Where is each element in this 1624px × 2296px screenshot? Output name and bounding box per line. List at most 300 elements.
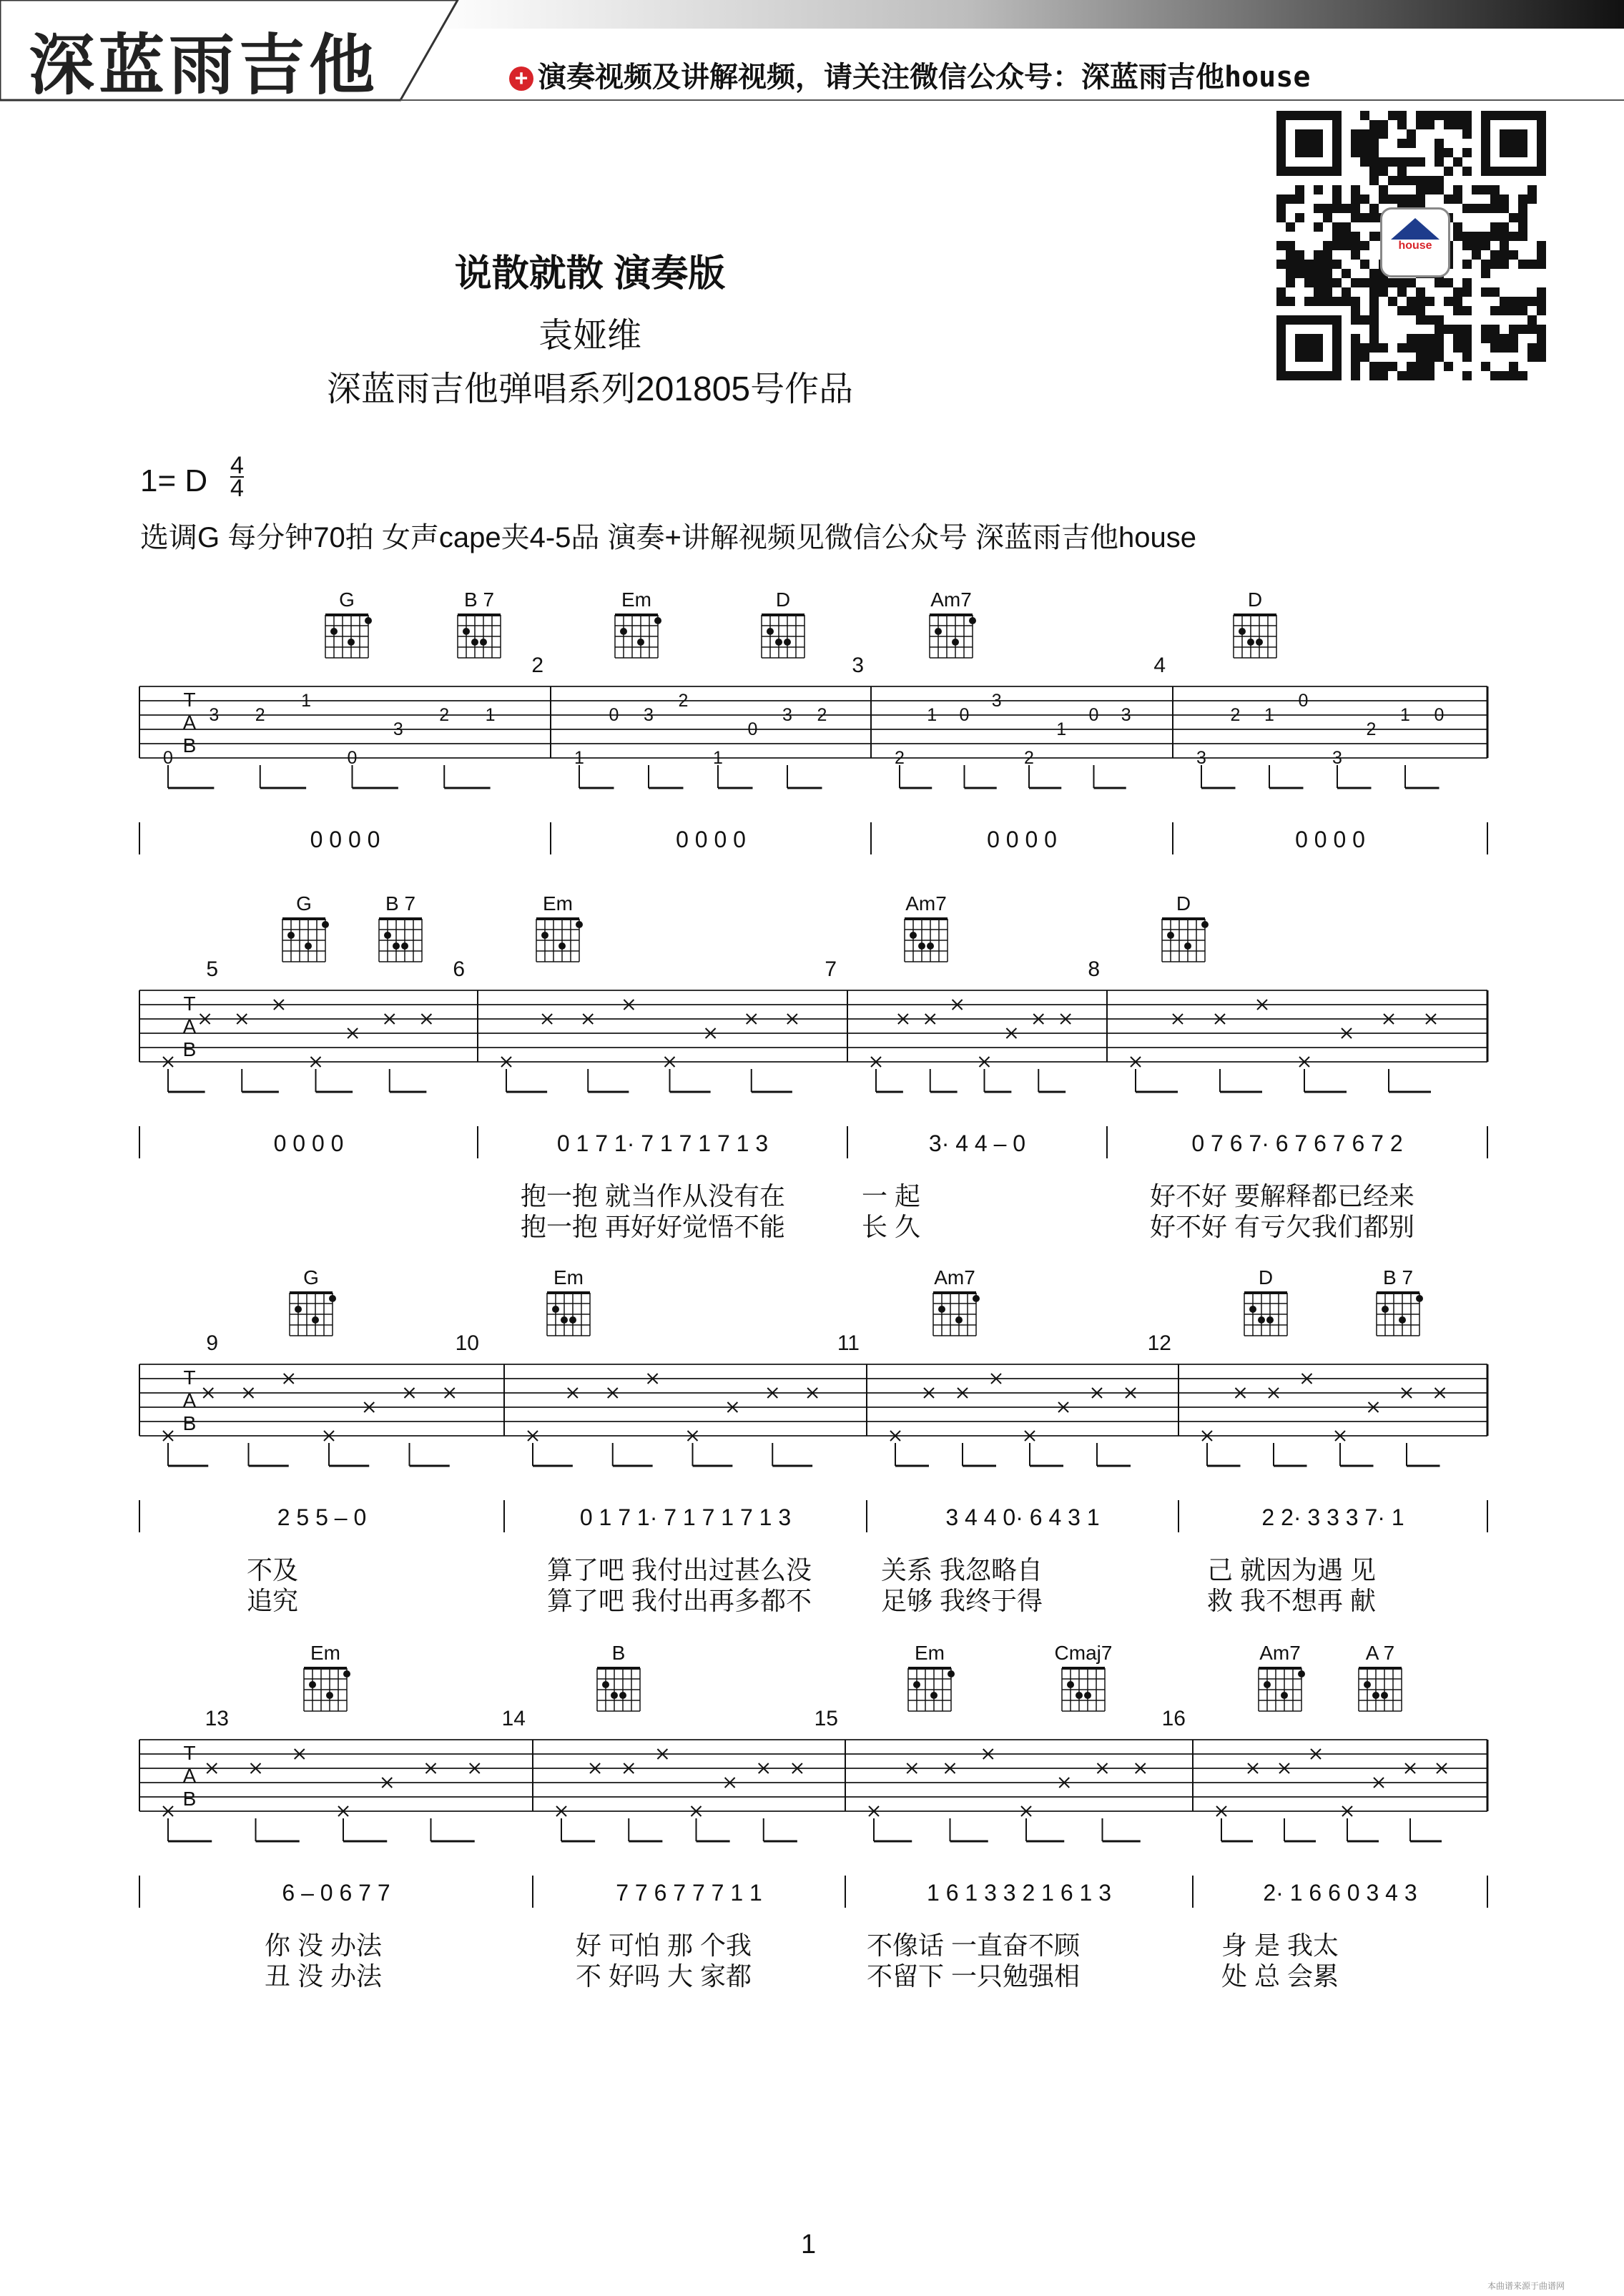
- qr-module: [1379, 157, 1388, 167]
- house-icon: [1391, 218, 1440, 240]
- qr-module: [1434, 176, 1444, 185]
- tab-x-note: [1311, 1749, 1321, 1759]
- tab-x-note: [1374, 1778, 1384, 1788]
- qr-module: [1276, 194, 1286, 204]
- qr-module: [1481, 269, 1490, 278]
- numbered-notation: 2· 1 6 6 0 3 4 3: [1263, 1880, 1417, 1906]
- qr-module: [1369, 362, 1379, 371]
- tab-x-note: [980, 1057, 990, 1067]
- tab-x-note: [1257, 1000, 1267, 1010]
- chord-finger-dot: [1184, 942, 1191, 950]
- measure-number: 5: [206, 957, 218, 981]
- tab-clef-letter: B: [182, 734, 197, 757]
- qr-module: [1369, 315, 1379, 325]
- chord-name: Em: [553, 1266, 584, 1289]
- qr-module: [1462, 325, 1472, 334]
- chord-finger-dot: [1264, 1681, 1271, 1688]
- qr-module: [1407, 139, 1416, 148]
- qr-module: [1295, 250, 1304, 260]
- qr-module: [1434, 315, 1444, 325]
- qr-module: [1527, 325, 1537, 334]
- tab-x-note: [657, 1749, 667, 1759]
- measure-number: 8: [1088, 957, 1100, 981]
- chord-finger-dot: [312, 1316, 319, 1324]
- qr-module: [1500, 194, 1509, 204]
- chord-finger-dot: [1382, 1306, 1389, 1313]
- qr-module: [1397, 176, 1407, 185]
- qr-module: [1360, 157, 1369, 167]
- lyric-line-1: 己 就因为遇 见: [1207, 1555, 1377, 1585]
- qr-module: [1351, 129, 1360, 139]
- lyric-line-1: 一 起: [862, 1181, 921, 1211]
- lyric-line-2: 丑 没 办法: [265, 1961, 383, 1991]
- tab-x-note: [405, 1388, 415, 1398]
- qr-badge: [1380, 207, 1450, 277]
- qr-module: [1462, 241, 1472, 250]
- qr-module: [1379, 185, 1388, 194]
- qr-module: [1425, 362, 1434, 371]
- measure-number: 3: [852, 654, 864, 677]
- qr-module: [1323, 260, 1332, 269]
- lyric-line-1: 身 是 我太: [1221, 1931, 1339, 1960]
- qr-module: [1444, 194, 1453, 204]
- qr-module: [1416, 343, 1425, 353]
- tab-x-note: [1006, 1028, 1016, 1038]
- qr-module: [1332, 232, 1342, 241]
- qr-module: [1472, 204, 1481, 213]
- qr-module: [1472, 241, 1481, 250]
- qr-module: [1490, 334, 1500, 343]
- tab-x-note: [1058, 1402, 1068, 1412]
- qr-module: [1425, 120, 1434, 129]
- measure-number: 10: [455, 1331, 479, 1355]
- qr-module: [1537, 260, 1546, 269]
- tab-x-note: [1426, 1014, 1436, 1024]
- qr-module: [1537, 297, 1546, 306]
- tab-x-note: [583, 1014, 593, 1024]
- numbered-notation: 0 7 6 7· 6 7 6 7 6 7 2: [1191, 1130, 1403, 1156]
- qr-module: [1490, 260, 1500, 269]
- chord-finger-dot: [948, 1670, 955, 1677]
- qr-finder: [1295, 129, 1323, 157]
- qr-module: [1407, 334, 1416, 343]
- qr-module: [1434, 139, 1444, 148]
- qr-module: [1462, 306, 1472, 315]
- tab-x-note: [1025, 1431, 1035, 1441]
- chord-name: G: [339, 588, 355, 611]
- tab-fret-number: 1: [713, 748, 723, 768]
- qr-module: [1323, 204, 1332, 213]
- qr-module: [1481, 287, 1490, 297]
- song-title: 说散就散 演奏版: [454, 253, 726, 295]
- qr-module: [1490, 222, 1500, 232]
- tab-x-note: [1033, 1014, 1043, 1024]
- tab-x-note: [426, 1763, 436, 1773]
- numbered-notation: 3 4 4 0· 6 4 3 1: [945, 1504, 1100, 1530]
- qr-module: [1351, 278, 1360, 287]
- tab-x-note: [898, 1014, 908, 1024]
- qr-module: [1453, 232, 1462, 241]
- tab-x-note: [657, 1749, 667, 1759]
- qr-module: [1314, 297, 1323, 306]
- qr-module: [1481, 185, 1490, 194]
- measure-number: 9: [206, 1331, 218, 1355]
- tab-fret-number: 2: [817, 705, 827, 725]
- qr-module: [1295, 260, 1304, 269]
- tab-x-note: [1402, 1388, 1412, 1398]
- chord-finger-dot: [969, 617, 976, 624]
- qr-module: [1509, 297, 1518, 306]
- chord-finger-dot: [1266, 1316, 1274, 1324]
- qr-module: [1500, 334, 1509, 343]
- tab-x-note: [1279, 1763, 1289, 1773]
- qr-module: [1286, 241, 1295, 250]
- tab-x-note: [274, 1000, 284, 1010]
- tab-fret-number: 3: [782, 705, 792, 725]
- qr-module: [1509, 325, 1518, 334]
- tab-x-note: [556, 1806, 566, 1816]
- chord-name: Am7: [905, 892, 947, 915]
- tab-x-note: [284, 1374, 294, 1384]
- tab-x-note: [1435, 1388, 1445, 1398]
- lyric-line-2: 足够 我终于得: [881, 1586, 1043, 1615]
- tab-x-note: [590, 1763, 600, 1773]
- qr-module: [1323, 213, 1332, 222]
- qr-module: [1360, 278, 1369, 287]
- tab-x-note: [624, 1763, 634, 1773]
- tab-x-note: [890, 1431, 900, 1441]
- qr-module: [1397, 167, 1407, 176]
- tab-x-note: [1257, 1000, 1267, 1010]
- chord-finger-dot: [930, 1692, 938, 1699]
- qr-module: [1388, 362, 1397, 371]
- qr-module: [1490, 204, 1500, 213]
- tab-x-note: [1405, 1763, 1415, 1773]
- qr-module: [1276, 241, 1286, 250]
- qr-module: [1462, 167, 1472, 176]
- chord-name: D: [1176, 892, 1191, 915]
- measure-number: 13: [205, 1707, 229, 1730]
- tab-clef-letter: T: [183, 1366, 196, 1389]
- chord-finger-dot: [1076, 1692, 1083, 1699]
- tab-x-note: [1342, 1028, 1352, 1038]
- tab-x-note: [542, 1014, 552, 1024]
- qr-module: [1453, 120, 1462, 129]
- qr-module: [1416, 371, 1425, 380]
- qr-module: [1332, 185, 1342, 194]
- qr-module: [1397, 139, 1407, 148]
- chord-finger-dot: [401, 942, 408, 950]
- qr-module: [1388, 111, 1397, 120]
- tab-x-note: [624, 1000, 634, 1010]
- qr-module: [1369, 287, 1379, 297]
- qr-module: [1462, 334, 1472, 343]
- lyric-line-1: 好 可怕 那 个我: [576, 1931, 752, 1960]
- qr-module: [1304, 297, 1314, 306]
- qr-module: [1286, 222, 1295, 232]
- key-signature: 1= D: [140, 463, 208, 498]
- tab-x-note: [284, 1374, 294, 1384]
- qr-module: [1369, 297, 1379, 306]
- chord-finger-dot: [1067, 1681, 1074, 1688]
- qr-module: [1518, 371, 1527, 380]
- measure-number: 14: [501, 1707, 526, 1730]
- tab-x-note: [1021, 1806, 1031, 1816]
- tab-x-note: [665, 1057, 675, 1067]
- lyric-line-2: 处 总 会累: [1221, 1961, 1339, 1991]
- qr-module: [1518, 232, 1527, 241]
- tab-x-note: [1098, 1763, 1108, 1773]
- qr-module: [1342, 297, 1351, 306]
- qr-module: [1527, 343, 1537, 353]
- tab-x-note: [568, 1388, 578, 1398]
- tab-x-note: [1405, 1763, 1415, 1773]
- qr-module: [1360, 315, 1369, 325]
- chord-finger-dot: [1256, 639, 1263, 646]
- tab-x-note: [1216, 1806, 1226, 1816]
- tab-x-note: [1279, 1763, 1289, 1773]
- chord-finger-dot: [1239, 628, 1246, 635]
- chord-finger-dot: [637, 639, 644, 646]
- chord-finger-dot: [935, 628, 942, 635]
- lyric-line-1: 好不好 要解释都已经来: [1150, 1181, 1415, 1211]
- qr-module: [1537, 241, 1546, 250]
- tab-x-note: [1299, 1057, 1309, 1067]
- qr-module: [1388, 176, 1397, 185]
- qr-module: [1481, 260, 1490, 269]
- qr-module: [1434, 353, 1444, 362]
- qr-module: [1314, 260, 1323, 269]
- tab-x-note: [1426, 1014, 1436, 1024]
- qr-module: [1453, 287, 1462, 297]
- qr-module: [1518, 260, 1527, 269]
- numbered-notation: 1 6 1 3 3 2 1 6 1 3: [927, 1880, 1111, 1906]
- tab-x-note: [925, 1014, 935, 1024]
- qr-module: [1434, 148, 1444, 157]
- qr-module: [1369, 148, 1379, 157]
- qr-module: [1425, 111, 1434, 120]
- chord-finger-dot: [552, 1306, 559, 1313]
- tab-x-note: [445, 1388, 455, 1398]
- chord-finger-dot: [611, 1692, 618, 1699]
- qr-module: [1369, 176, 1379, 185]
- tab-x-note: [1126, 1388, 1136, 1398]
- chord-finger-dot: [365, 617, 372, 624]
- qr-module: [1434, 343, 1444, 353]
- qr-module: [1518, 306, 1527, 315]
- tab-fret-number: 0: [347, 748, 358, 768]
- qr-module: [1416, 334, 1425, 343]
- qr-module: [1397, 157, 1407, 167]
- qr-module: [1490, 306, 1500, 315]
- lyric-line-1: 不及: [247, 1555, 299, 1585]
- qr-module: [1518, 194, 1527, 204]
- qr-module: [1500, 222, 1509, 232]
- tab-x-note: [1402, 1388, 1412, 1398]
- footer-watermark: 本曲谱来源于曲谱网: [1487, 2281, 1565, 2291]
- qr-module: [1295, 194, 1304, 204]
- chord-finger-dot: [918, 942, 925, 950]
- lyric-line-1: 你 没 办法: [265, 1931, 383, 1960]
- numbered-notation: 3· 4 4 – 0: [928, 1130, 1026, 1156]
- qr-module: [1416, 306, 1425, 315]
- qr-module: [1388, 297, 1397, 306]
- tab-x-note: [648, 1374, 658, 1384]
- qr-module: [1397, 287, 1407, 297]
- qr-module: [1500, 241, 1509, 250]
- tab-x-note: [953, 1000, 963, 1010]
- tab-clef-letter: B: [182, 1412, 197, 1434]
- qr-module: [1434, 185, 1444, 194]
- qr-module: [1425, 334, 1434, 343]
- numbered-notation: 6 – 0 6 7 7: [282, 1880, 390, 1906]
- tab-x-note: [556, 1806, 566, 1816]
- chord-finger-dot: [775, 639, 782, 646]
- tab-x-note: [207, 1763, 217, 1773]
- tab-x-note: [767, 1388, 777, 1398]
- tab-x-note: [692, 1806, 702, 1816]
- qr-module: [1369, 204, 1379, 213]
- qr-module: [1425, 185, 1434, 194]
- tab-x-note: [1342, 1806, 1352, 1816]
- qr-module: [1351, 232, 1360, 241]
- tab-x-note: [251, 1763, 261, 1773]
- tab-x-note: [421, 1014, 431, 1024]
- qr-module: [1444, 120, 1453, 129]
- chord-finger-dot: [480, 639, 487, 646]
- qr-module: [1407, 362, 1416, 371]
- qr-module: [1351, 306, 1360, 315]
- tab-x-note: [1216, 1806, 1226, 1816]
- numbered-notation: 0 0 0 0: [273, 1130, 344, 1156]
- qr-module: [1388, 194, 1397, 204]
- lyric-line-1: 算了吧 我付出过甚么没: [547, 1555, 812, 1585]
- tab-x-note: [725, 1778, 735, 1788]
- qr-module: [1342, 204, 1351, 213]
- tab-x-note: [163, 1431, 173, 1441]
- chord-finger-dot: [309, 1681, 316, 1688]
- qr-module: [1407, 297, 1416, 306]
- numbered-notation: 0 0 0 0: [676, 827, 746, 852]
- lyric-line-2: 抱一抱 再好好觉悟不能: [521, 1212, 786, 1241]
- lyric-line-2: 好不好 有亏欠我们都别: [1150, 1212, 1415, 1241]
- chord-name: G: [303, 1266, 319, 1289]
- chord-finger-dot: [910, 932, 917, 939]
- tab-x-note: [1437, 1763, 1447, 1773]
- chord-name: Em: [621, 588, 651, 611]
- numbered-notation: 2 2· 3 3 3 7· 1: [1261, 1504, 1404, 1530]
- chord-finger-dot: [287, 932, 295, 939]
- qr-module: [1351, 315, 1360, 325]
- tab-x-note: [207, 1763, 217, 1773]
- tab-x-note: [890, 1431, 900, 1441]
- tab-x-note: [311, 1057, 321, 1067]
- qr-module: [1360, 343, 1369, 353]
- qr-module: [1314, 278, 1323, 287]
- chord-finger-dot: [384, 932, 391, 939]
- qr-module: [1481, 334, 1490, 343]
- qr-module: [1369, 232, 1379, 241]
- qr-module: [1462, 204, 1472, 213]
- qr-module: [1537, 343, 1546, 353]
- tab-x-note: [203, 1388, 213, 1398]
- tab-x-note: [1060, 1014, 1071, 1024]
- tab-x-note: [1335, 1431, 1345, 1441]
- qr-module: [1416, 362, 1425, 371]
- qr-module: [1416, 287, 1425, 297]
- tab-x-note: [203, 1388, 213, 1398]
- qr-module: [1416, 297, 1425, 306]
- tab-x-note: [692, 1806, 702, 1816]
- tab-x-note: [583, 1014, 593, 1024]
- qr-module: [1351, 297, 1360, 306]
- tab-x-note: [274, 1000, 284, 1010]
- tab-x-note: [163, 1057, 173, 1067]
- measure-number: 11: [837, 1331, 860, 1355]
- qr-module: [1444, 297, 1453, 306]
- tab-x-note: [324, 1431, 334, 1441]
- qr-module: [1304, 260, 1314, 269]
- lyric-line-2: 追究: [247, 1586, 299, 1615]
- chord-finger-dot: [1249, 1306, 1256, 1313]
- tab-x-note: [1098, 1763, 1108, 1773]
- tab-x-note: [1342, 1806, 1352, 1816]
- qr-module: [1434, 157, 1444, 167]
- tab-x-note: [295, 1749, 305, 1759]
- qr-module: [1304, 278, 1314, 287]
- qr-module: [1351, 204, 1360, 213]
- qr-module: [1509, 334, 1518, 343]
- qr-module: [1527, 194, 1537, 204]
- qr-module: [1397, 371, 1407, 380]
- tab-x-note: [1302, 1374, 1312, 1384]
- tab-x-note: [200, 1014, 210, 1024]
- tab-fret-number: 2: [1230, 705, 1241, 725]
- qr-module: [1416, 194, 1425, 204]
- tab-x-note: [1384, 1014, 1394, 1024]
- tab-x-note: [348, 1028, 358, 1038]
- qr-module: [1472, 250, 1481, 260]
- measure-number: 7: [825, 957, 837, 981]
- qr-module: [1509, 213, 1518, 222]
- qr-module: [1462, 232, 1472, 241]
- tab-x-note: [1060, 1014, 1071, 1024]
- qr-module: [1462, 278, 1472, 287]
- qr-module: [1407, 278, 1416, 287]
- chord-name: B: [611, 1642, 626, 1664]
- qr-module: [1462, 148, 1472, 157]
- tab-fret-number: 2: [1024, 748, 1034, 768]
- tab-x-note: [665, 1057, 675, 1067]
- qr-module: [1351, 353, 1360, 362]
- qr-module: [1397, 278, 1407, 287]
- qr-module: [1500, 260, 1509, 269]
- chord-name: B 7: [385, 892, 416, 915]
- qr-module: [1527, 353, 1537, 362]
- tab-x-note: [871, 1057, 881, 1067]
- qr-module: [1286, 278, 1295, 287]
- qr-module: [1537, 353, 1546, 362]
- tab-fret-number: 3: [209, 705, 220, 725]
- tab-x-note: [907, 1763, 917, 1773]
- qr-module: [1434, 334, 1444, 343]
- qr-module: [1444, 148, 1453, 157]
- qr-module: [1509, 232, 1518, 241]
- tab-x-note: [1335, 1431, 1345, 1441]
- qr-module: [1500, 204, 1509, 213]
- qr-module: [1462, 120, 1472, 129]
- qr-module: [1416, 120, 1425, 129]
